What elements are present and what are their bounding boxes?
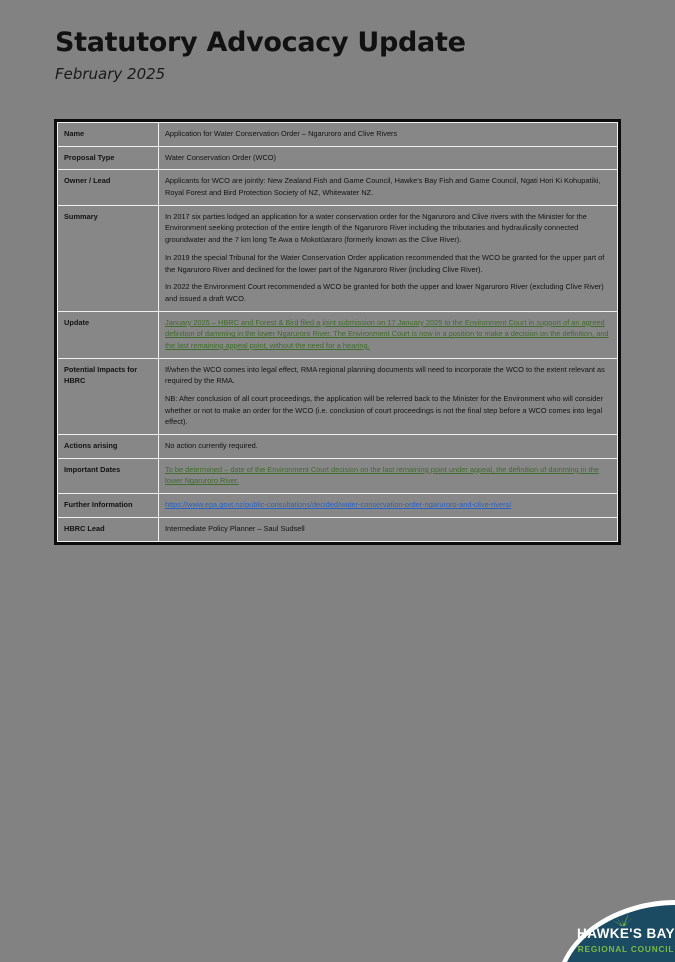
row-value [159,458,618,493]
paragraph: In 2019 the special Tribunal for the Water Conservation Order application recommended that the WCO be granted for the upper part of the Ngaruroro River and declined for the lower part of the Ngaruroro River (including Clive River). [165,252,605,274]
page-title: Statutory Advocacy Update [55,27,466,58]
row-value [159,146,618,170]
paragraph: In 2017 six parties lodged an application for a water conservation order for the Ngaruroro and Clive rivers with the Minister for the Environment seeking protection of the entire length of the Ngaruroro River including the tributaries and hydraulically connected groundwater and the 7 km long Te Awa o Mokotūararo (formerly known as the Clive River). [165,211,587,245]
table-row [58,494,618,518]
paragraph: NB: After conclusion of all court proceedings, the application will be referred back to the Minister for the Environment who will consider whether or not to make an order for the WCO (i.e. conclusion of court proceedings is not the final step before a WCO comes into legal effect). [165,394,603,427]
table-row [58,517,618,541]
table-row [58,123,618,147]
table-row [58,205,618,311]
row-label: Proposal Type [58,146,159,170]
row-label: Important Dates [58,458,159,493]
row-label: Potential Impacts for HBRC [58,358,159,434]
row-value [159,494,618,518]
table-row [58,170,618,205]
paragraph: Water Conservation Order (WCO) [165,152,277,162]
external-link[interactable]: https://www.epa.govt.nz/public-consultations/decided/water-conservation-order-ngaruroro-and-clive-rivers/ [165,500,512,510]
table-row [58,311,618,358]
paragraph: Intermediate Policy Planner – Saul Sudsell [165,523,305,533]
table-row [58,435,618,459]
row-value [159,435,618,459]
paragraph: No action currently required. [165,441,258,451]
row-value [159,205,618,311]
page-subtitle: February 2025 [55,65,166,84]
row-value [159,170,618,205]
highlighted-text: January 2025 – HBRC and Forest & Bird filed a joint submission on 17 January 2025 to the Environment Court in support of an agreed definition of damming in the lower Ngaruroro River. The Environment Court is now in a position to make a decision on the definition, and the last remaining appeal point, without the need for a hearing. [165,317,609,350]
highlighted-text: To be determined – date of the Environment Court decision on the last remaining point under appeal, the definition of damming in the lower Ngaruroro River. [165,464,599,486]
table-row [58,458,618,493]
row-label: HBRC Lead [58,517,159,541]
table-row [58,358,618,434]
row-value [159,358,618,434]
table-row [58,146,618,170]
row-value [159,311,618,358]
paragraph: If/when the WCO comes into legal effect, RMA regional planning documents will need to incorporate the WCO to the extent relevant as required by the RMA. [165,364,605,386]
logo-tagline: REGIONAL COUNCIL [577,944,675,954]
row-label: Actions arising [58,435,159,459]
row-label: Owner / Lead [58,170,159,205]
row-label: Name [58,123,159,147]
row-label: Update [58,311,159,358]
paragraph: Application for Water Conservation Order – Ngaruroro and Clive Rivers [165,129,398,138]
hawkes-bay-regional-council-logo [540,894,675,962]
table-body [58,123,618,542]
document-header [55,28,615,83]
paragraph: In 2022 the Environment Court recommended a WCO be granted for both the upper and lower Ngaruroro River (excluding Clive River) and issued a draft WCO. [165,282,604,303]
statutory-advocacy-table [54,119,621,545]
row-label: Summary [58,205,159,311]
row-label: Further Information [58,494,159,518]
row-value [159,123,618,147]
row-value [159,517,618,541]
logo-name: HAWKE'S BAY [577,926,675,941]
paragraph: Applicants for WCO are jointly: New Zealand Fish and Game Council, Hawke's Bay Fish and Game Council, Ngati Hori Ki Kohupatiki, Royal Forest and Bird Protection Society of NZ, Whitewater NZ. [165,176,601,198]
